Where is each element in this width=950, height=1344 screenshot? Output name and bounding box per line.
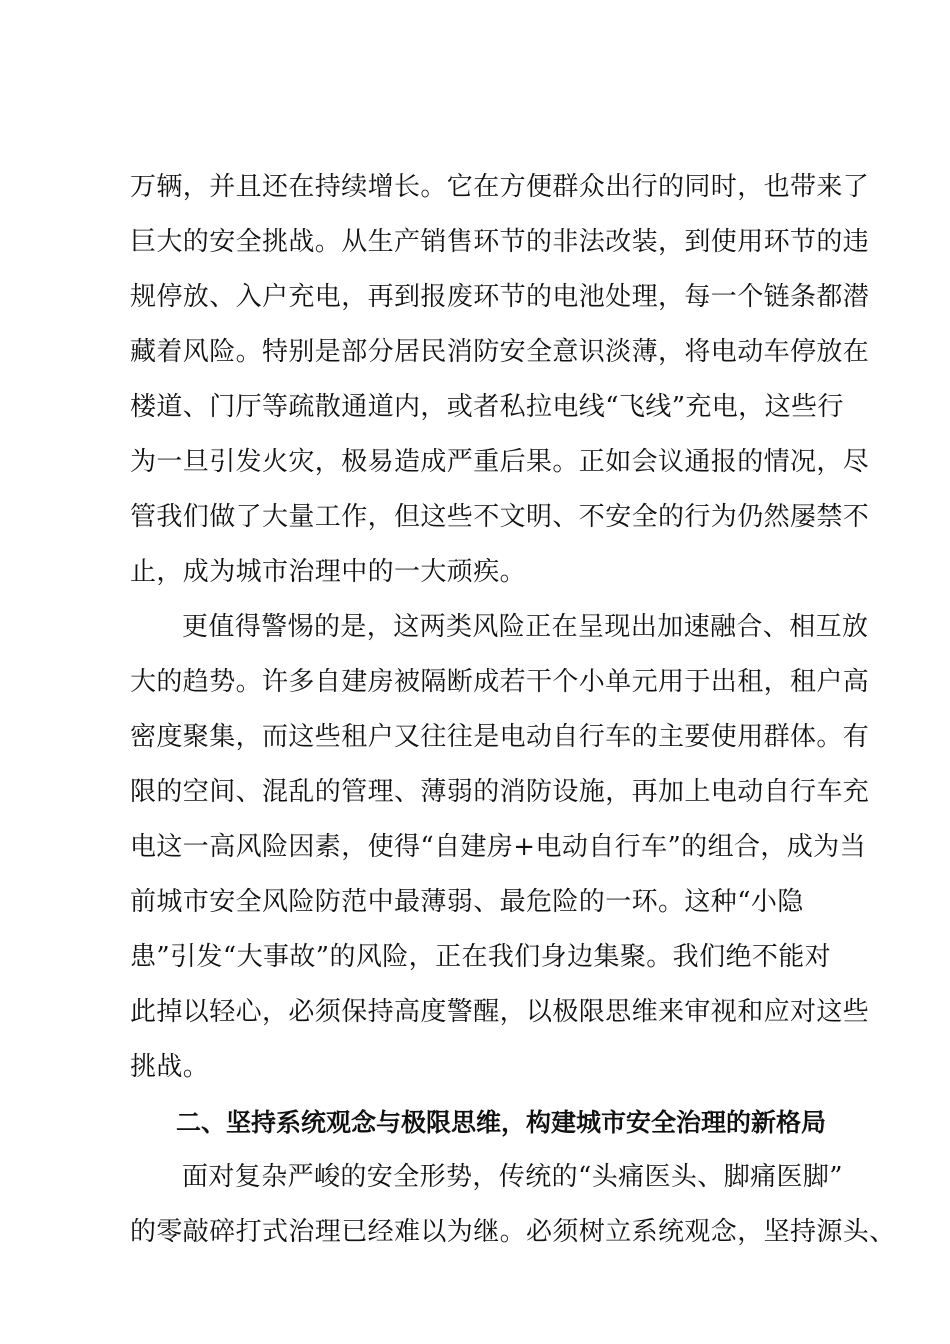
text-line: 止，成为城市治理中的一大顽疾。 <box>130 557 527 587</box>
text-line: 的零敲碎打式治理已经难以为继。必须树立系统观念，坚持源头、 <box>130 1217 896 1247</box>
text-line: 巨大的安全挑战。从生产销售环节的非法改装，到使用环节的违 <box>130 227 870 257</box>
text-line: 电这一高风险因素，使得“自建房+电动自行车”的组合，成为当 <box>130 832 866 862</box>
text-line: 藏着风险。特别是部分居民消防安全意识淡薄，将电动车停放在 <box>130 337 870 367</box>
text-line: 万辆，并且还在持续增长。它在方便群众出行的同时，也带来了 <box>130 172 870 202</box>
text-line: 此掉以轻心，必须保持高度警醒，以极限思维来审视和应对这些 <box>130 997 870 1027</box>
text-line: 为一旦引发火灾，极易造成严重后果。正如会议通报的情况，尽 <box>130 447 870 477</box>
text-line: 规停放、入户充电，再到报废环节的电池处理，每一个链条都潜 <box>130 282 870 312</box>
document-body <box>130 160 896 1260</box>
text-line: 挑战。 <box>130 1052 210 1082</box>
text-line: 患”引发“大事故”的风险，正在我们身边集聚。我们绝不能对 <box>130 942 832 972</box>
text-line: 前城市安全风险防范中最薄弱、最危险的一环。这种“小隐 <box>130 887 804 917</box>
paragraph-start-line: 更值得警惕的是，这两类风险正在呈现出加速融合、相互放 <box>182 612 869 642</box>
text-line: 大的趋势。许多自建房被隔断成若干个小单元用于出租，租户高 <box>130 667 870 697</box>
text-line: 楼道、门厅等疏散通道内，或者私拉电线“飞线”充电，这些行 <box>130 392 844 422</box>
section-heading: 二、坚持系统观念与极限思维，构建城市安全治理的新格局 <box>176 1108 827 1137</box>
text-line: 管我们做了大量工作，但这些不文明、不安全的行为仍然屡禁不 <box>130 502 870 532</box>
text-line: 密度聚集，而这些租户又往往是电动自行车的主要使用群体。有 <box>130 722 870 752</box>
paragraph-start-line: 面对复杂严峻的安全形势，传统的“头痛医头、脚痛医脚” <box>182 1162 843 1192</box>
text-line: 限的空间、混乱的管理、薄弱的消防设施，再加上电动自行车充 <box>130 777 870 807</box>
